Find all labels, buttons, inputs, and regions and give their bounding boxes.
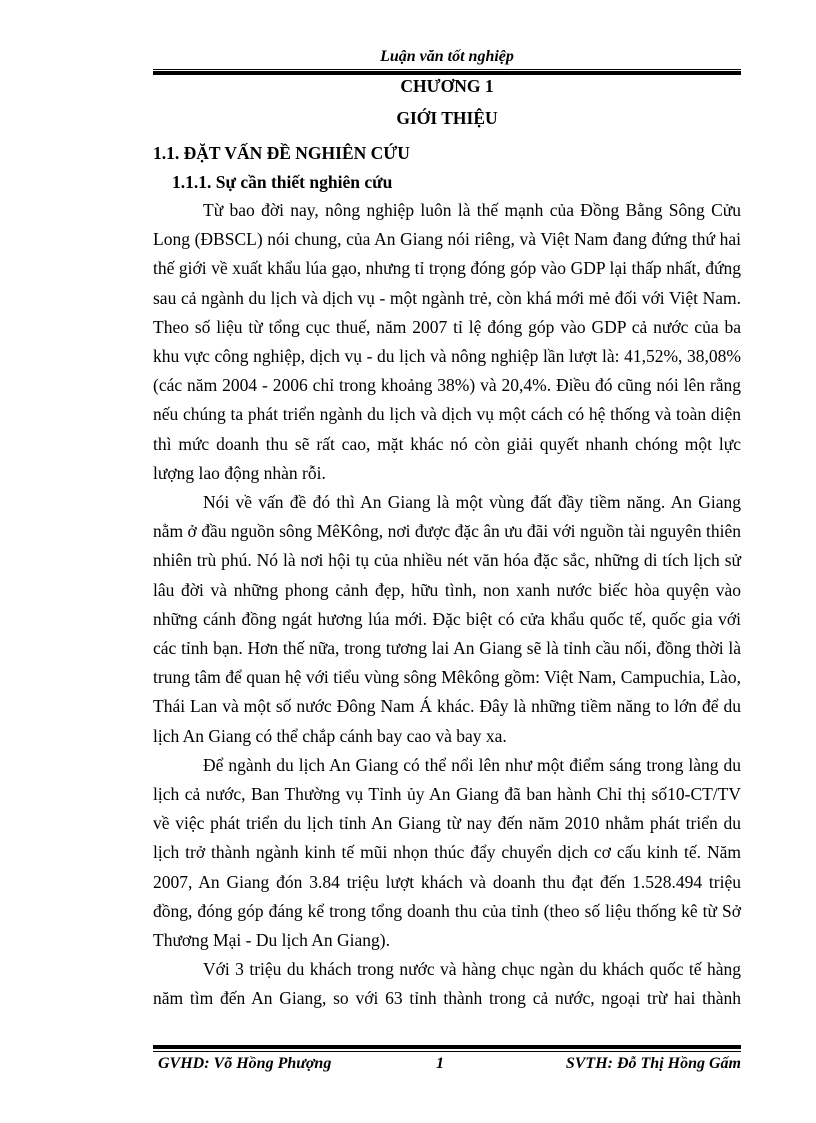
footer-rule-thick xyxy=(153,1045,741,1049)
footer-student: SVTH: Đỗ Thị Hồng Gấm xyxy=(565,1055,741,1072)
paragraph-2: Nói về vấn đề đó thì An Giang là một vùng đất đầy tiềm năng. An Giang nằm ở đầu nguồn sông MêKông, nơi được đặc ân ưu đãi với nguồn tài nguyên thiên nhiên trù phú. Nó là nơi hội tụ của nhiều nét văn hóa đặc sắc, những di tích lịch sử lâu đời và những phong cảnh đẹp, hữu tình, non xanh nước biếc hòa quyện vào những cánh đồng ngát hương lúa mới. Đặc biệt có cửa khẩu quốc tế, quốc gia với các tỉnh bạn. Hơn thế nữa, trong tương lai An Giang sẽ là tỉnh cầu nối, đồng thời là trung tâm để quan hệ với tiểu vùng sông Mêkông gồm: Việt Nam, Campuchia, Lào, Thái Lan và một số nước Đông Nam Á khác. Đây là những tiềm năng to lớn để du lịch An Giang có thể chắp cánh bay cao và bay xa. xyxy=(153,492,741,746)
paragraph-4: Với 3 triệu du khách trong nước và hàng chục ngàn du khách quốc tế hàng năm tìm đến An Giang, so với 63 tỉnh thành trong cả nước, ngoại trừ hai thành xyxy=(153,959,741,1009)
running-footer xyxy=(153,1055,741,1079)
chapter-title: GIỚI THIỆU xyxy=(396,108,498,128)
paragraph-1: Từ bao đời nay, nông nghiệp luôn là thế mạnh của Đồng Bằng Sông Cửu Long (ĐBSCL) nói chung, của An Giang nói riêng, và Việt Nam đang đứng thứ hai thế giới về xuất khẩu lúa gạo, nhưng tỉ trọng đóng góp vào GDP lại thấp nhất, đứng sau cả ngành du lịch và dịch vụ - một ngành trẻ, còn khá mới mẻ đối với Việt Nam. Theo số liệu từ tổng cục thuế, năm 2007 tỉ lệ đóng góp vào GDP cả nước của ba khu vực công nghiệp, dịch vụ - du lịch và nông nghiệp lần lượt là: 41,52%, 38,08% (các năm 2004 - 2006 chỉ trong khoảng 38%) và 20,4%. Điều đó cũng nói lên rằng nếu chúng ta phát triển ngành du lịch và dịch vụ một cách có hệ thống và toàn diện thì mức doanh thu sẽ rất cao, mặt khác nó còn giải quyết nhanh chóng một lực lượng lao động nhàn rỗi. xyxy=(153,200,741,483)
footer-rule-thin xyxy=(153,1051,741,1052)
running-header: Luận văn tốt nghiệp xyxy=(380,48,514,65)
footer-advisor: GVHD: Võ Hồng Phượng xyxy=(158,1055,332,1072)
footer-page-number: 1 xyxy=(436,1055,444,1072)
chapter-number: CHƯƠNG 1 xyxy=(400,76,494,96)
section-heading: 1.1. ĐẶT VẤN ĐỀ NGHIÊN CỨU xyxy=(153,143,410,163)
header-rule-thick xyxy=(153,71,741,75)
subsection-heading: 1.1.1. Sự cần thiết nghiên cứu xyxy=(172,172,393,192)
paragraph-3: Để ngành du lịch An Giang có thể nổi lên như một điểm sáng trong làng du lịch cả nước, Ban Thường vụ Tỉnh ủy An Giang đã ban hành Chỉ thị số10-CT/TV về việc phát triển du lịch tỉnh An Giang từ nay đến năm 2010 nhằm phát triển du lịch trở thành ngành kinh tế mũi nhọn thúc đẩy chuyển dịch cơ cấu kinh tế. Năm 2007, An Giang đón 3.84 triệu lượt khách và doanh thu đạt đến 1.528.494 triệu đồng, đóng góp đáng kể trong tổng doanh thu của tỉnh (theo số liệu thống kê từ Sở Thương Mại - Du lịch An Giang). xyxy=(153,754,741,951)
header-rule-thin xyxy=(153,69,741,70)
body-text xyxy=(153,196,741,1014)
